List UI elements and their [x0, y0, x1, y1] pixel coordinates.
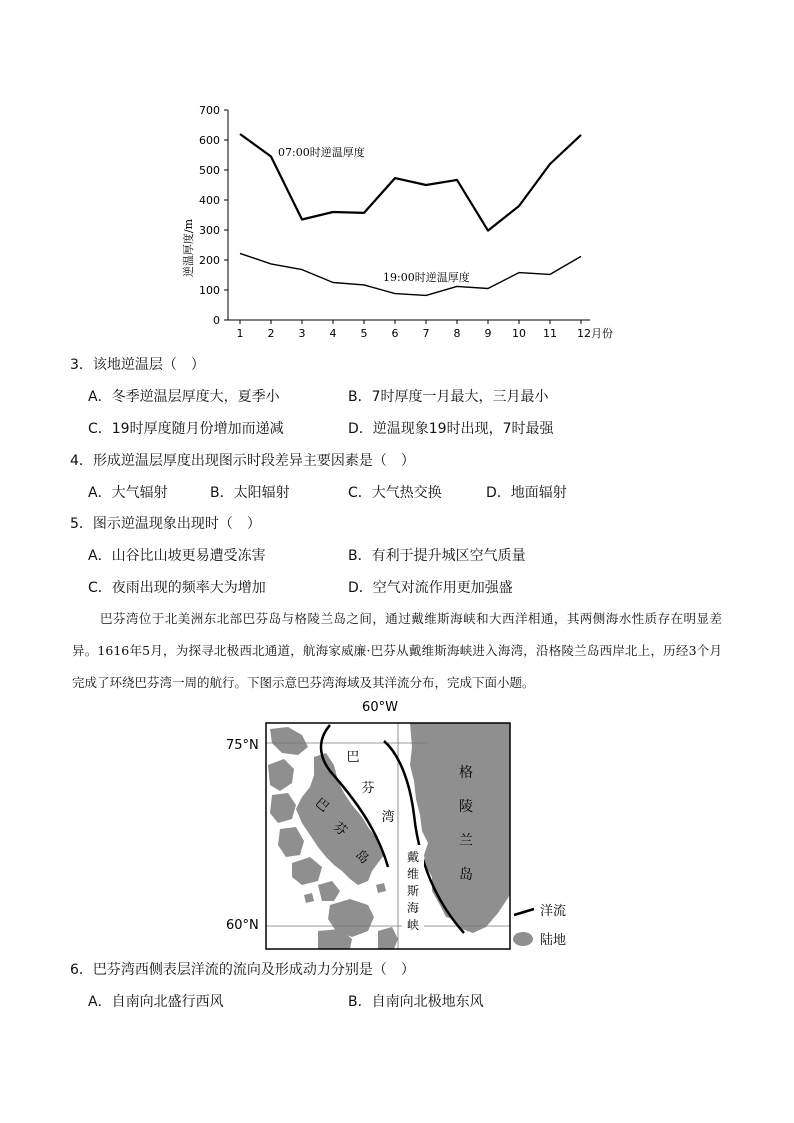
question-3-stem: 3．该地逆温层（ ）	[70, 357, 205, 373]
davis-char-2: 维	[406, 867, 420, 881]
question-4-stem: 4．形成逆温层厚度出现图示时段差异主要因素是（ ）	[70, 453, 415, 469]
q5-option-c[interactable]: C．夜雨出现的频率大为增加	[88, 580, 266, 596]
x-tick-label: 4	[329, 327, 337, 340]
q6-option-a[interactable]: A．自南向北盛行西风	[88, 994, 224, 1010]
y-tick-label: 600	[199, 134, 220, 147]
inversion-thickness-chart	[170, 98, 630, 348]
davis-char-1: 戴	[406, 850, 420, 864]
y-axis-label: 逆温厚度/m	[182, 218, 195, 278]
lat-75n-label: 75°N	[226, 738, 259, 753]
x-tick-label: 6	[391, 327, 399, 340]
y-tick-label: 0	[213, 314, 220, 327]
y-tick-label: 400	[199, 194, 220, 207]
q3-option-a[interactable]: A．冬季逆温层厚度大，夏季小	[88, 389, 280, 405]
baffin-island-char-3: 岛	[351, 847, 372, 868]
baffin-bay-map	[218, 695, 578, 960]
davis-char-5: 峡	[406, 918, 420, 932]
baffin-island-char-1: 巴	[311, 795, 332, 816]
x-tick-label: 10	[512, 327, 526, 340]
passage-text: 巴芬湾位于北美洲东北部巴芬岛与格陵兰岛之间，通过戴维斯海峡和大西洋相通，其两侧海水性质存在明显差异。1616年5月，为探寻北极西北通道，航海家威廉·巴芬从戴维斯海峡进入海湾，沿格陵兰岛西岸北上，历经3个月完成了环绕巴芬湾一周的航行。下图示意巴芬湾海域及其洋流分布，完成下面小题。	[72, 611, 722, 690]
baffin-island-char-2: 芬	[329, 819, 350, 840]
lat-60n-label: 60°N	[226, 918, 259, 933]
q4-option-a[interactable]: A．大气辐射	[88, 485, 168, 501]
x-tick-label: 1	[236, 327, 244, 340]
y-tick-label: 100	[199, 284, 220, 297]
q3-option-b[interactable]: B．7时厚度一月最大，三月最小	[348, 389, 549, 405]
y-tick-label: 500	[199, 164, 220, 177]
q4-option-b[interactable]: B．太阳辐射	[210, 485, 290, 501]
q5-option-a[interactable]: A．山谷比山坡更易遭受冻害	[88, 548, 266, 564]
greenland-char-1: 格	[459, 765, 473, 781]
q5-option-b[interactable]: B．有利于提升城区空气质量	[348, 548, 526, 564]
x-tick-label: 8	[453, 327, 461, 340]
q4-option-d[interactable]: D．地面辐射	[486, 485, 567, 501]
baffin-bay-char-3: 湾	[381, 810, 395, 825]
question-6-stem: 6．巴芬湾西侧表层洋流的流向及形成动力分别是（ ）	[70, 962, 415, 978]
baffin-bay-char-1: 巴	[346, 750, 360, 765]
legend-current-symbol	[514, 909, 534, 915]
greenland-char-2: 陵	[459, 799, 473, 815]
y-tick-label: 300	[199, 224, 220, 237]
series-label-0700: 07:00时逆温厚度	[278, 146, 365, 159]
x-tick-label: 11	[543, 327, 557, 340]
x-tick-label: 7	[422, 327, 430, 340]
lon-60w-label: 60°W	[362, 700, 398, 715]
series-label-1900: 19:00时逆温厚度	[383, 271, 470, 284]
q3-option-d[interactable]: D．逆温现象19时出现，7时最强	[348, 421, 554, 437]
q6-option-b[interactable]: B．自南向北极地东风	[348, 994, 484, 1010]
q5-option-d[interactable]: D．空气对流作用更加强盛	[348, 580, 513, 596]
legend-land-label: 陆地	[540, 933, 567, 948]
q4-option-c[interactable]: C．大气热交换	[348, 485, 442, 501]
greenland-char-3: 兰	[459, 833, 473, 849]
x-tick-label: 12月份	[577, 327, 613, 340]
y-tick-label: 200	[199, 254, 220, 267]
x-tick-label: 2	[267, 327, 275, 340]
x-tick-label: 3	[298, 327, 306, 340]
baffin-bay-char-2: 芬	[361, 781, 375, 796]
greenland-char-4: 岛	[459, 867, 473, 883]
x-tick-label: 5	[360, 327, 368, 340]
davis-char-4: 海	[406, 901, 420, 915]
y-tick-label: 700	[199, 104, 220, 117]
davis-char-3: 斯	[406, 884, 420, 898]
question-5-stem: 5．图示逆温现象出现时（ ）	[70, 516, 261, 532]
q3-option-c[interactable]: C．19时厚度随月份增加而递减	[88, 421, 284, 437]
legend-current-label: 洋流	[540, 904, 567, 919]
legend-land-symbol	[513, 932, 533, 946]
x-tick-label: 9	[484, 327, 492, 340]
